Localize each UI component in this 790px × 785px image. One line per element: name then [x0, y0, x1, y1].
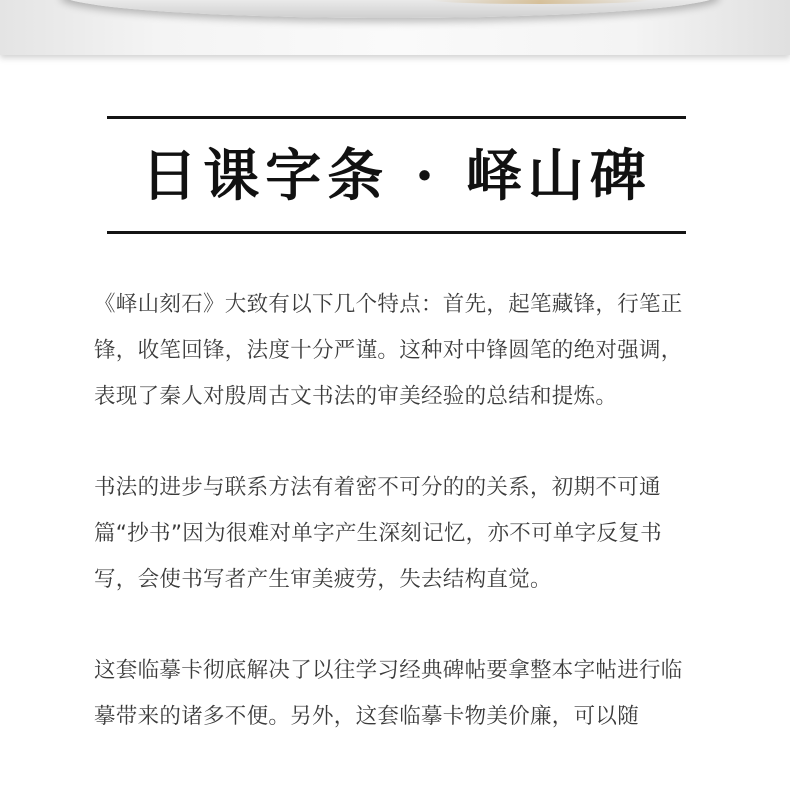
section-title: 日课字条 · 峄山碑	[141, 143, 652, 209]
title-top-rule	[107, 116, 686, 119]
paragraph-features: 《峄山刻石》大致有以下几个特点：首先，起笔藏锋，行笔正锋，收笔回锋，法度十分严谨。这种对中锋圆笔的绝对强调，表现了秦人对殷周古文书法的审美经验的总结和提炼。	[94, 292, 683, 409]
paragraph-card-benefits: 这套临摹卡彻底解决了以往学习经典碑帖要拿整本字帖进行临摹带来的诸多不便。另外，这套临摹卡物美价廉，可以随	[94, 658, 683, 729]
section-title-block	[107, 116, 686, 234]
product-photo-strip	[0, 0, 790, 55]
title-bottom-rule	[107, 231, 686, 234]
description-body	[94, 282, 700, 785]
paragraph-practice-method: 书法的进步与联系方法有着密不可分的的关系，初期不可通篇“抄书”因为很难对单字产生深刻记忆，亦不可单字反复书写，会使书写者产生审美疲劳，失去结构直觉。	[94, 475, 662, 592]
